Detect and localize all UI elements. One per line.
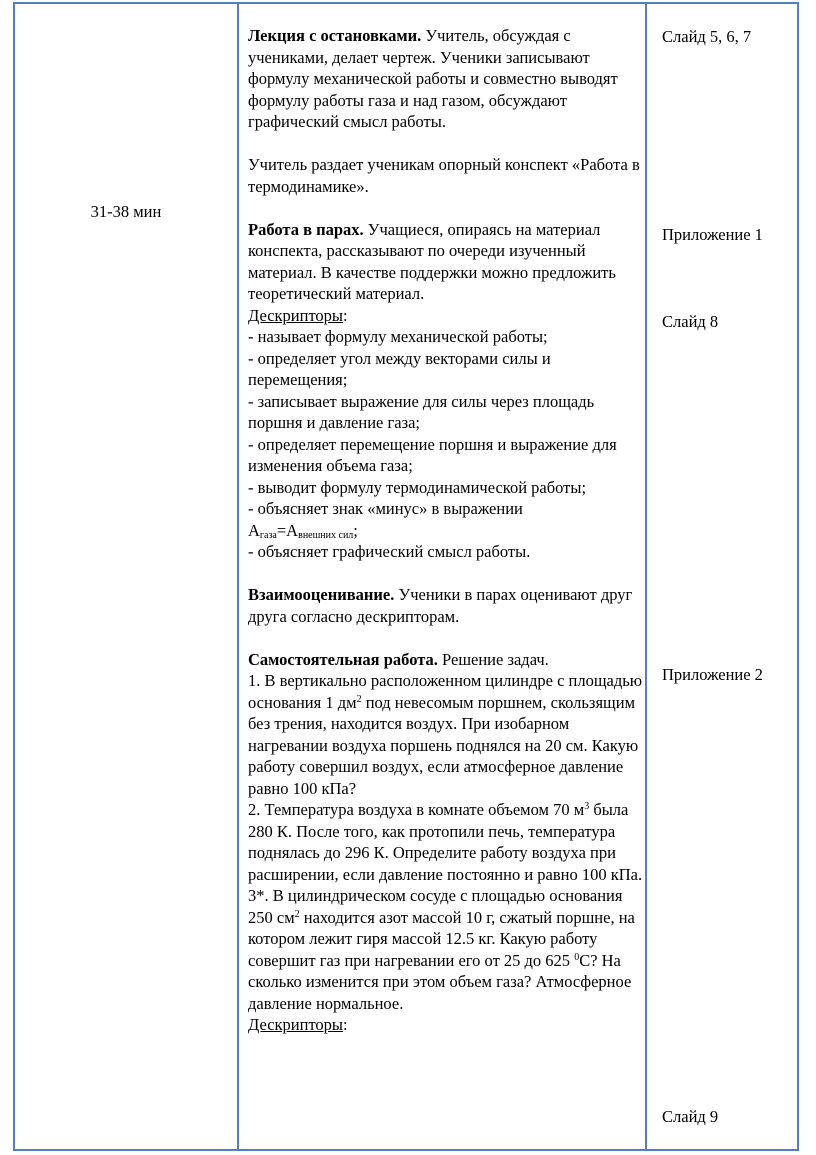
time-cell: 31-38 мин xyxy=(90,202,162,221)
descriptor-item: - определяет перемещение поршня и выражение для изменения объема газа; xyxy=(248,434,617,475)
peer-paragraph xyxy=(248,584,643,627)
lecture-title: Лекция с остановками. xyxy=(248,26,422,45)
ref-slide-9: Слайд 9 xyxy=(662,1107,719,1126)
descriptor-item: - объясняет графический смысл работы. xyxy=(248,542,531,561)
ref-appendix-2: Приложение 2 xyxy=(662,665,763,684)
descriptor-item: - записывает выражение для силы через площадь поршня и давление газа; xyxy=(248,391,595,432)
peer-title: Взаимооценивание. xyxy=(248,585,395,604)
ref-appendix-1: Приложение 1 xyxy=(662,225,763,244)
ref-slide-8: Слайд 8 xyxy=(662,312,719,331)
descriptor-item: - выводит формулу термодинамической работы; xyxy=(248,477,587,497)
column-divider-2 xyxy=(645,2,647,1151)
descriptors-heading: Дескрипторы: xyxy=(248,1015,348,1034)
lecture-paragraph xyxy=(248,25,643,133)
peer-text: Ученики в парах оценивают друг друга согласно дескрипторам. xyxy=(248,585,633,626)
descriptor-item: - определяет угол между векторами силы и перемещения; xyxy=(248,348,551,389)
handout-paragraph: Учитель раздает ученикам опорный конспект «Работа в термодинамике». xyxy=(248,155,640,196)
ref-slides-5-7: Слайд 5, 6, 7 xyxy=(662,27,752,46)
descriptors-label: Дескрипторы xyxy=(248,305,344,325)
descriptors-label: Дескрипторы xyxy=(248,1015,344,1034)
independent-text: Решение задач. xyxy=(437,649,549,669)
column-divider-1 xyxy=(237,2,239,1151)
pairs-title: Работа в парах. xyxy=(248,219,364,239)
activity-cell xyxy=(248,25,643,1036)
independent-title: Самостоятельная работа. xyxy=(248,649,438,669)
lecture-text: Учитель, обсуждая с учениками, делает чертеж. Ученики записывают формулу механической работы и совместно выводят формулу работы газа и над газом, обсуждают графический смысл работы. xyxy=(248,26,618,131)
task-3: 3*. В цилиндрическом сосуде с площадью основания 250 $см^2$ находится азот массой 10 г, сжатый поршне, на котором лежит гиря массой 12.5 кг. Какую работу совершит газ при нагревании его от 25 до 625 $^0$С? На сколько изменится при этом объем газа? Атмосферное давление нормальное. xyxy=(248,886,635,1013)
task-1: 1. В вертикально расположенном цилиндре с площадью основания 1 $дм^2$ под невесомым поршнем, скользящим без трения, находится воздух. При изобарном нагревании воздуха поршень поднялся на 20 см. Какую работу совершил воздух, если атмосферное давление равно 100 кПа? xyxy=(248,671,643,798)
task-2: 2. Температура воздуха в комнате объемом 70 $м^3$ была 280 К. После того, как протопили печь, температура поднялась до 296 К. Определите работу воздуха при расширении, если давление постоянно и равно 100 кПа. xyxy=(248,800,643,884)
descriptors-heading: Дескрипторы: xyxy=(248,305,348,325)
descriptor-item: - объясняет знак «минус» в выражении $А_{газа}=А_{внешних сил}$; xyxy=(248,499,523,541)
pairs-text: Учащиеся, опираясь на материал конспекта, рассказывают по очереди изученный материал. В качестве поддержки можно предложить теоретический материал. xyxy=(248,219,616,303)
independent-paragraph xyxy=(248,649,643,671)
pairs-paragraph xyxy=(248,219,643,305)
descriptor-item: - называет формулу механической работы; xyxy=(248,327,548,346)
